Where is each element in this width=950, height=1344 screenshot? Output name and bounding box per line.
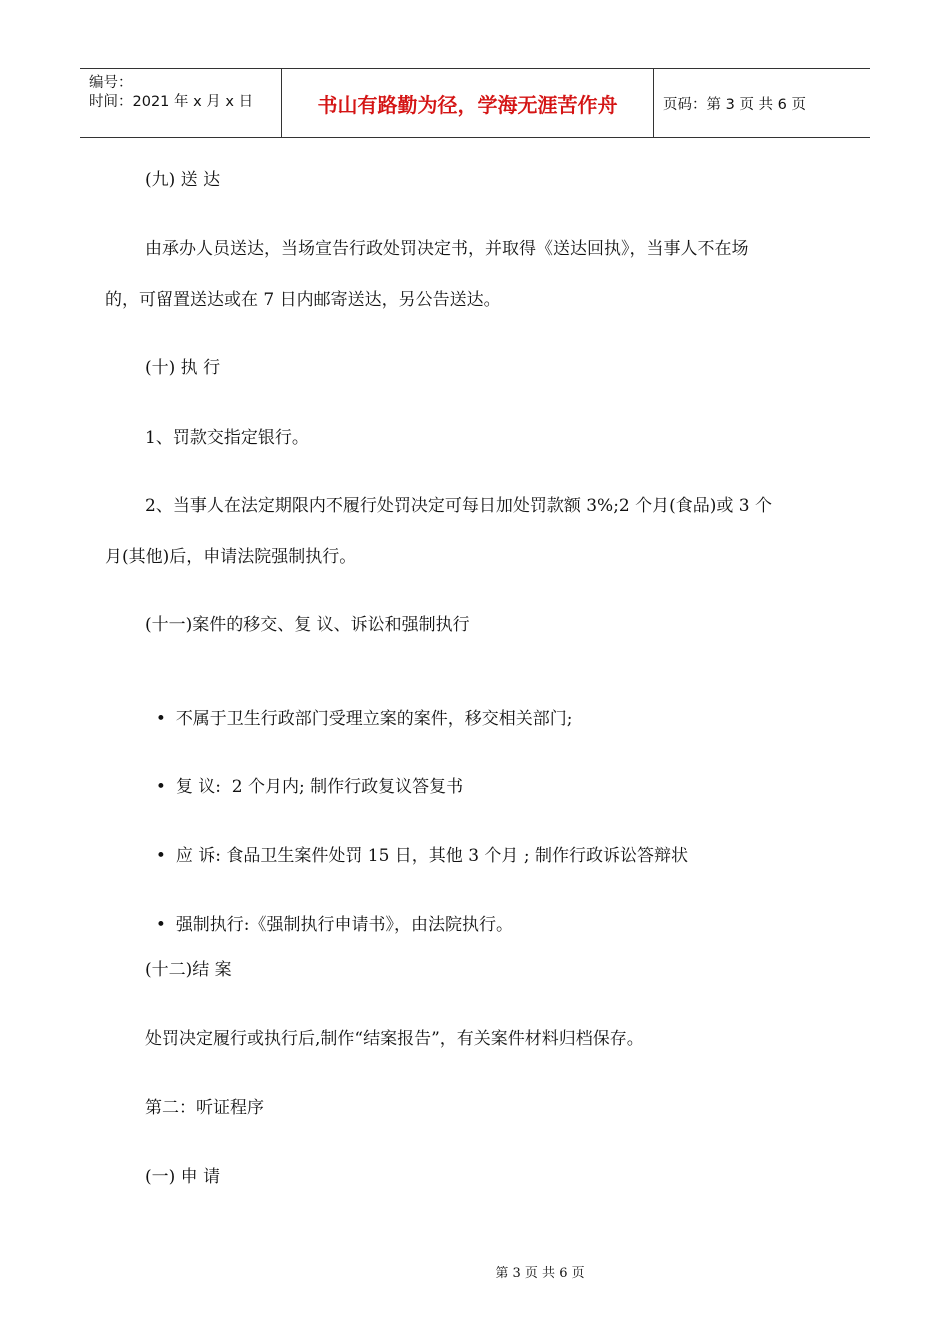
section-11-bullet [145, 751, 463, 799]
bullet-text: 复 议: 2 个月内; 制作行政复议答复书 [175, 777, 464, 797]
header-page-info: 页码：第 3 页 共 6 页 [663, 96, 806, 113]
section-12-paragraph: 处罚决定履行或执行后,制作“结案报告”，有关案件材料归档保存。 [145, 1029, 644, 1049]
section-10-item-2-line-1: 2、当事人在法定期限内不履行处罚决定可每日加处罚款额 3%;2 个月(食品)或 3 个 [145, 496, 773, 516]
document-header [80, 68, 870, 138]
section-9-title: (九) 送 达 [145, 170, 221, 190]
part-2-section-1-title: (一) 申 请 [145, 1167, 221, 1187]
section-11-title: (十一)案件的移交、复 议、诉讼和强制执行 [145, 615, 470, 635]
bullet-icon: • [155, 709, 166, 729]
part-2-title: 第二：听证程序 [145, 1098, 264, 1118]
section-12-title: (十二)结 案 [145, 960, 232, 980]
section-9-paragraph-line-2: 的，可留置送达或在 7 日内邮寄送达，另公告送达。 [105, 290, 501, 310]
document-number-label: 编号： [89, 75, 133, 91]
section-11-bullet [145, 683, 573, 731]
bullet-text: 不属于卫生行政部门受理立案的案件，移交相关部门; [175, 709, 573, 729]
section-11-bullet [145, 820, 688, 868]
section-10-item-2-line-2: 月(其他)后，申请法院强制执行。 [105, 547, 357, 567]
section-11-bullet [145, 889, 513, 937]
bullet-icon: • [155, 846, 166, 866]
header-left-cell [80, 69, 280, 142]
section-10-title: (十) 执 行 [145, 358, 221, 378]
header-motto: 书山有路勤为径，学海无涯苦作舟 [281, 69, 654, 137]
bullet-icon: • [155, 777, 166, 797]
page-footer: 第 3 页 共 6 页 [495, 1266, 585, 1281]
document-time-label: 时间：2021 年 x 月 x 日 [89, 94, 254, 110]
bullet-icon: • [155, 915, 166, 935]
bullet-text: 应 诉: 食品卫生案件处罚 15 日，其他 3 个月 ; 制作行政诉讼答辩状 [175, 846, 688, 866]
bullet-text: 强制执行:《强制执行申请书》，由法院执行。 [175, 915, 514, 935]
section-9-paragraph-line-1: 由承办人员送达，当场宣告行政处罚决定书，并取得《送达回执》，当事人不在场 [145, 239, 749, 259]
section-10-item-1: 1、罚款交指定银行。 [145, 428, 309, 448]
